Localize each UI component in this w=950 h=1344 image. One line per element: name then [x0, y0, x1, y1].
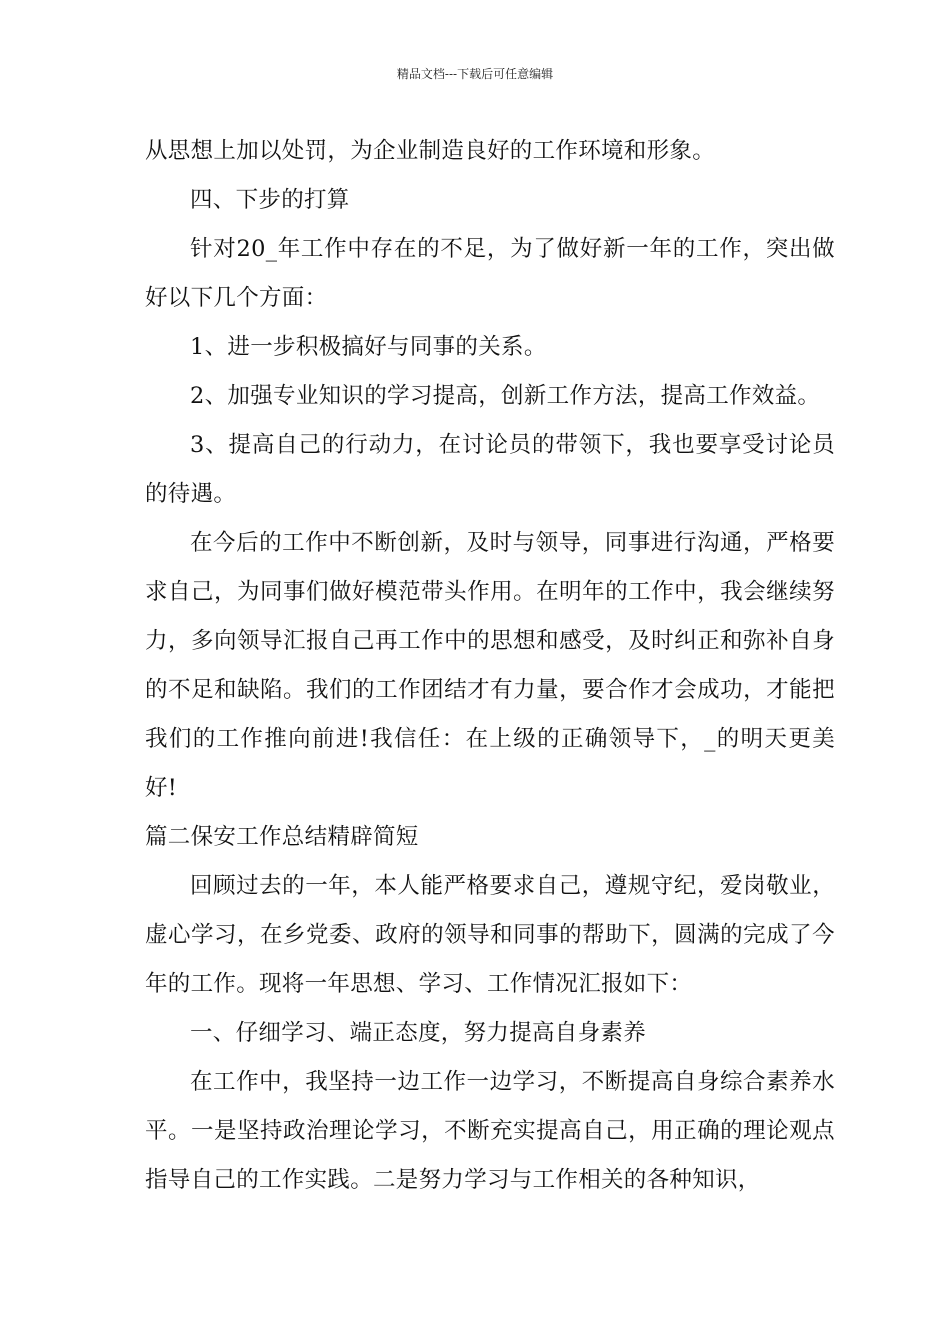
document-body: [145, 127, 835, 1205]
list-item: 1、进一步积极搞好与同事的关系。: [190, 334, 547, 360]
list-item: 2、加强专业知识的学习提高，创新工作方法，提高工作效益。: [190, 383, 821, 409]
section-heading: 一、仔细学习、端正态度，努力提高自身素养: [190, 1020, 647, 1046]
paragraph: 回顾过去的一年，本人能严格要求自己，遵规守纪，爱岗敬业，虚心学习，在乡党委、政府的领导和同事的帮助下，圆满的完成了今年的工作。现将一年思想、学习、工作情况汇报如下：: [145, 873, 835, 997]
list-item: 3、提高自己的行动力，在讨论员的带领下，我也要享受讨论员的待遇。: [145, 432, 835, 507]
paragraph: 针对20_年工作中存在的不足，为了做好新一年的工作，突出做好以下几个方面：: [145, 236, 835, 311]
paragraph: 在工作中，我坚持一边工作一边学习，不断提高自身综合素养水平。一是坚持政治理论学习，不断充实提高自己，用正确的理论观点指导自己的工作实践。二是努力学习与工作相关的各种知识，: [145, 1069, 835, 1193]
paragraph: 在今后的工作中不断创新，及时与领导，同事进行沟通，严格要求自己，为同事们做好模范带头作用。在明年的工作中，我会继续努力，多向领导汇报自己再工作中的思想和感受，及时纠正和弥补自身的不足和缺陷。我们的工作团结才有力量，要合作才会成功，才能把我们的工作推向前进!我信任：在上级的正确领导下，_的明天更美好!: [145, 530, 835, 801]
section-heading: 四、下步的打算: [190, 187, 350, 213]
page-header: 精品文档---下载后可任意编辑: [396, 67, 554, 81]
article-title: 篇二保安工作总结精辟简短: [145, 824, 419, 850]
paragraph: 从思想上加以处罚，为企业制造良好的工作环境和形象。: [145, 138, 716, 164]
